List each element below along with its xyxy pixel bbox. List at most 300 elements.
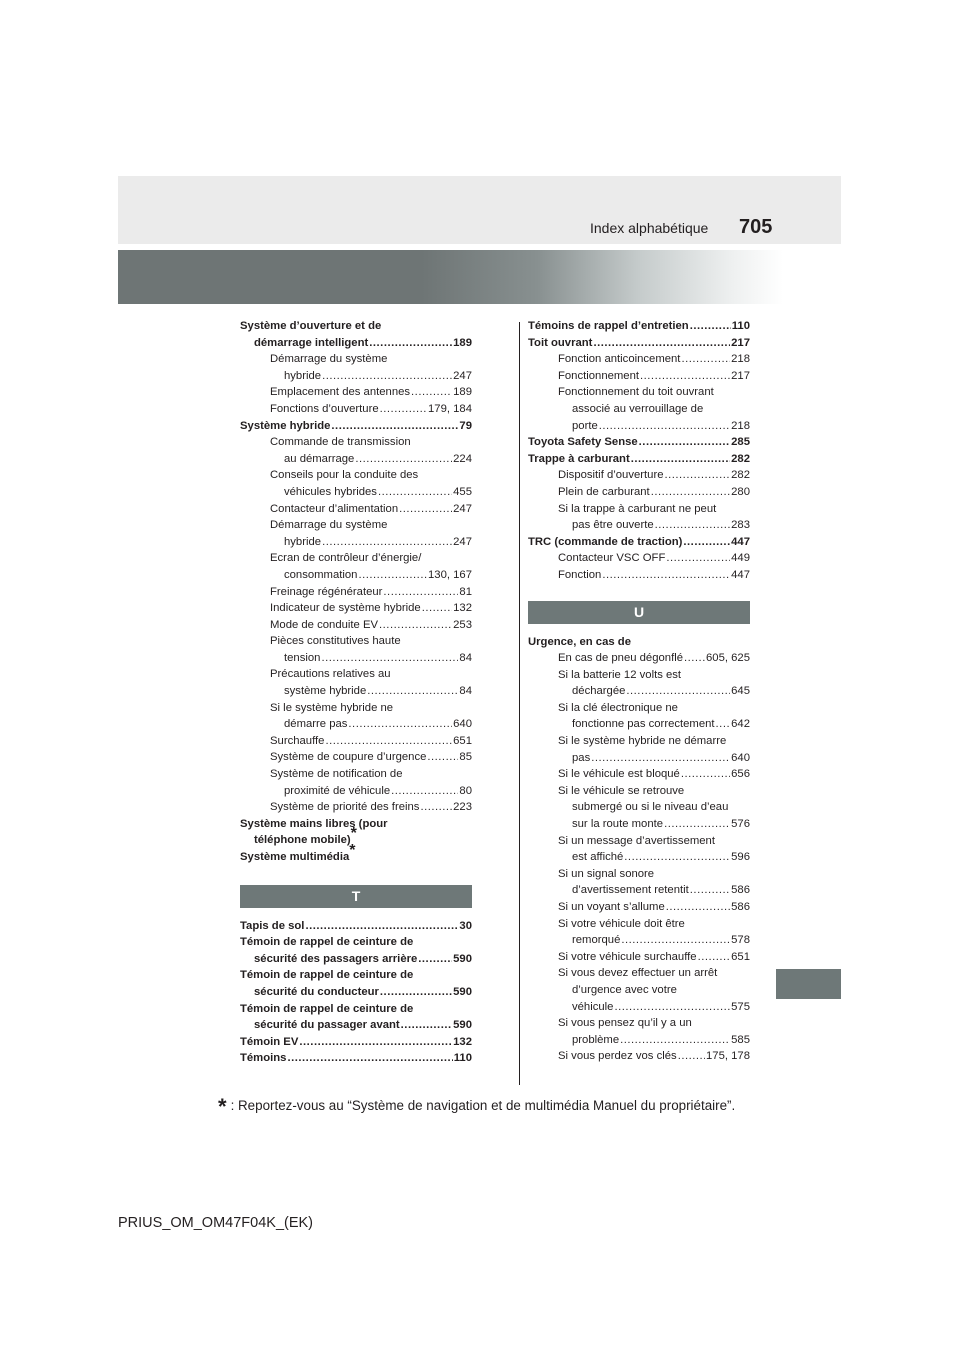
- index-entry: [528, 501, 750, 534]
- page-reference: 110: [453, 1052, 472, 1065]
- entry-line-with-page: [240, 1034, 472, 1051]
- dot-leader: [380, 401, 427, 418]
- entry-text: fonctionne pas correctement: [572, 718, 715, 731]
- entry-line-with-page: [270, 749, 472, 766]
- page-reference: 110: [731, 320, 750, 332]
- entry-line: [240, 934, 472, 951]
- dot-leader: [614, 999, 730, 1016]
- entry-text: En cas de pneu dégonflé: [558, 652, 683, 665]
- entry-text: Pièces constitutives haute: [270, 635, 401, 648]
- entry-line: [558, 965, 750, 982]
- dot-leader: [427, 749, 458, 766]
- entry-text: Démarrage du système: [270, 353, 388, 366]
- index-entry: [528, 384, 750, 434]
- index-entry: [240, 384, 472, 401]
- dot-leader: [624, 849, 730, 866]
- entry-text: porte: [572, 419, 598, 432]
- dot-leader: [664, 816, 730, 833]
- entry-text: Contacteur d’alimentation: [270, 502, 399, 515]
- index-entry: [240, 1050, 472, 1067]
- index-entry: [240, 700, 472, 733]
- entry-line-with-page: [270, 783, 472, 800]
- entry-text: Si le véhicule est bloqué: [558, 768, 680, 781]
- page-reference: 447: [731, 535, 750, 548]
- entry-line-with-page: [558, 467, 750, 484]
- page-reference: 132: [453, 1035, 472, 1048]
- left-entries-top: [240, 318, 472, 816]
- entry-line-with-page: [558, 650, 750, 667]
- entry-line-with-page: [270, 384, 472, 401]
- index-entry: [240, 934, 472, 967]
- entry-line-with-page: [558, 683, 750, 700]
- entry-text: Système hybride: [240, 419, 331, 432]
- entry-line-with-page: [270, 484, 472, 501]
- entry-line-with-page: [270, 799, 472, 816]
- page-reference: 586: [731, 884, 750, 897]
- page-reference: 605, 625: [706, 652, 750, 665]
- page-reference: 84: [459, 651, 472, 664]
- index-entry: [240, 318, 472, 351]
- entry-line: [558, 501, 750, 518]
- entry-text: problème: [572, 1033, 620, 1046]
- page-reference: 79: [459, 419, 472, 432]
- entry-text: Si un signal sonore: [558, 867, 655, 880]
- entry-line-with-page: [558, 550, 750, 567]
- page-reference: 282: [731, 452, 750, 465]
- entry-line: [270, 633, 472, 650]
- entry-line-with-page: [558, 484, 750, 501]
- page-reference: 590: [453, 1019, 472, 1032]
- entry-text: associé au verrouillage de: [572, 402, 704, 415]
- entry-text: remorqué: [572, 934, 621, 947]
- entry-text: Système de notification de: [270, 768, 403, 781]
- entry-line: [558, 700, 750, 717]
- entry-line-with-page: [270, 501, 472, 518]
- entry-line: [558, 866, 750, 883]
- entry-line-with-page: [558, 517, 750, 534]
- entry-line: [240, 825, 472, 849]
- page-reference: 590: [453, 985, 472, 998]
- index-entry: [528, 467, 750, 484]
- entry-line-with-page: [528, 318, 750, 335]
- entry-line: [558, 799, 750, 816]
- page-reference: 189: [453, 336, 472, 349]
- index-entry: [240, 617, 472, 634]
- entry-text: Fonction: [558, 568, 602, 581]
- dot-leader: [322, 368, 452, 385]
- index-entry: [528, 916, 750, 949]
- dot-leader: [355, 451, 452, 468]
- entry-line: [558, 401, 750, 418]
- dot-leader: [593, 335, 730, 352]
- entry-text: Fonction anticoincement: [558, 353, 681, 366]
- page-reference: 130, 167: [428, 568, 472, 581]
- entry-line-with-page: [240, 951, 472, 968]
- entry-text: Mode de conduite EV: [270, 618, 379, 631]
- entry-line-with-page: [270, 617, 472, 634]
- entry-line-with-page: [240, 335, 472, 352]
- index-entry: [528, 733, 750, 766]
- dot-leader: [305, 918, 458, 935]
- entry-text: Ecran de contrôleur d’énergie/: [270, 552, 422, 565]
- entry-text: sécurité du conducteur: [254, 985, 379, 998]
- entry-line-with-page: [270, 368, 472, 385]
- dot-leader: [321, 650, 458, 667]
- dot-leader: [411, 384, 452, 401]
- index-entry-multimedia: [240, 842, 472, 866]
- entry-line-with-page: [528, 534, 750, 551]
- dot-leader: [369, 335, 452, 352]
- entry-text: hybride: [284, 535, 322, 548]
- entry-text: véhicules hybrides: [284, 485, 377, 498]
- entry-text: système hybride: [284, 685, 367, 698]
- entry-line: [270, 517, 472, 534]
- entry-text: démarre pas: [284, 718, 348, 731]
- entry-line-with-page: [558, 949, 750, 966]
- index-entry: [528, 368, 750, 385]
- page-reference: 285: [731, 436, 750, 449]
- entry-text: pas: [572, 751, 591, 764]
- dot-leader: [325, 733, 452, 750]
- index-entry: [528, 434, 750, 451]
- right-entries-u: [528, 650, 750, 1065]
- dot-leader: [331, 418, 458, 435]
- dot-leader: [684, 650, 705, 667]
- index-entry: [528, 567, 750, 584]
- dot-leader: [631, 451, 730, 468]
- entry-line-with-page: [558, 716, 750, 733]
- column-divider: [519, 322, 520, 1085]
- page-reference: 247: [453, 369, 472, 382]
- dot-leader: [690, 882, 730, 899]
- dot-leader: [383, 584, 458, 601]
- dot-leader: [399, 501, 452, 518]
- entry-text: sur la route monte: [572, 818, 664, 831]
- entry-text: Si un message d’avertissement: [558, 834, 715, 847]
- index-entry: [528, 550, 750, 567]
- entry-line-with-page: [528, 434, 750, 451]
- entry-line-with-page: [558, 849, 750, 866]
- entry-text: Système de coupure d’urgence: [270, 751, 427, 764]
- page-reference: 596: [731, 851, 750, 864]
- entry-text: Si le système hybride ne: [270, 701, 394, 714]
- entry-line-with-page: [270, 401, 472, 418]
- footnote: [218, 1094, 735, 1120]
- entry-line-with-page: [240, 1017, 472, 1034]
- page-reference: 247: [453, 535, 472, 548]
- right-entries-top: [528, 318, 750, 584]
- dot-leader: [599, 418, 730, 435]
- entry-line-with-page: [558, 351, 750, 368]
- entry-line: [558, 667, 750, 684]
- index-entry: [528, 451, 750, 468]
- entry-line-with-page: [270, 600, 472, 617]
- index-entry-mains-libres: [240, 816, 472, 849]
- entry-line-with-page: [240, 1050, 472, 1067]
- dot-leader: [651, 484, 730, 501]
- entry-line-with-page: [558, 899, 750, 916]
- page-reference: 80: [459, 784, 472, 797]
- index-entry: [240, 600, 472, 617]
- page-reference: 179, 184: [428, 402, 472, 415]
- dot-leader: [348, 716, 452, 733]
- page-reference: 218: [731, 419, 750, 432]
- entry-text: Freinage régénérateur: [270, 585, 383, 598]
- document-id: PRIUS_OM_OM47F04K_(EK): [118, 1215, 314, 1231]
- index-entry: [240, 434, 472, 467]
- page-reference: 578: [731, 934, 750, 947]
- entry-text: proximité de véhicule: [284, 784, 391, 797]
- index-entry: [528, 899, 750, 916]
- entry-text: Si la clé électronique ne: [558, 701, 678, 714]
- dot-leader: [378, 484, 452, 501]
- entry-text: Si la trappe à carburant ne peut: [558, 502, 717, 515]
- entry-text: Surchauffe: [270, 734, 325, 747]
- index-entry: [240, 401, 472, 418]
- entry-line: [270, 550, 472, 567]
- entry-line-with-page: [270, 683, 472, 700]
- page-reference: 449: [731, 552, 750, 565]
- dot-leader: [626, 683, 730, 700]
- index-entry: [240, 517, 472, 550]
- entry-text: Témoin de rappel de ceinture de: [240, 969, 414, 982]
- index-entry: [528, 484, 750, 501]
- dot-leader: [391, 783, 458, 800]
- dot-leader: [420, 799, 452, 816]
- page-reference: 85: [459, 751, 472, 764]
- entry-line-with-page: [558, 816, 750, 833]
- entry-text: Fonctionnement: [558, 369, 640, 382]
- entry-line-with-page: [558, 567, 750, 584]
- entry-line-with-page: [270, 451, 472, 468]
- dot-leader: [681, 351, 730, 368]
- entry-text: Démarrage du système: [270, 519, 388, 532]
- index-entry: [240, 733, 472, 750]
- entry-text: véhicule: [572, 1000, 614, 1013]
- page-reference: 645: [731, 685, 750, 698]
- dot-leader: [681, 766, 730, 783]
- index-entry: [528, 949, 750, 966]
- index-entry: [528, 783, 750, 833]
- entry-line-with-page: [558, 766, 750, 783]
- entry-line-with-page: [558, 1032, 750, 1049]
- dot-leader: [655, 517, 731, 534]
- entry-line: [558, 733, 750, 750]
- index-entry: [240, 766, 472, 799]
- dot-leader: [620, 1032, 730, 1049]
- index-entry: [240, 1034, 472, 1051]
- entry-text: Si le véhicule se retrouve: [558, 784, 685, 797]
- index-entry: [240, 501, 472, 518]
- entry-line-with-page: [558, 999, 750, 1016]
- page-reference: 640: [453, 718, 472, 731]
- entry-text: Tapis de sol: [240, 919, 305, 932]
- index-entry: [528, 1015, 750, 1048]
- dot-leader: [322, 534, 452, 551]
- page-reference: 189: [453, 386, 472, 399]
- asterisk-marker: *: [350, 825, 357, 843]
- entry-line-with-page: [528, 451, 750, 468]
- page-reference: 218: [731, 353, 750, 366]
- page-reference: 283: [731, 519, 750, 532]
- page-reference: 656: [731, 768, 750, 781]
- entry-text: Si votre véhicule surchauffe: [558, 950, 697, 963]
- page-reference: 651: [453, 734, 472, 747]
- dot-leader: [666, 550, 730, 567]
- entry-text: sécurité du passager avant: [254, 1019, 400, 1032]
- entry-text: Témoin de rappel de ceinture de: [240, 1002, 414, 1015]
- entry-line: [240, 967, 472, 984]
- page-reference: 282: [731, 469, 750, 482]
- entry-text: démarrage intelligent: [254, 336, 369, 349]
- entry-line-with-page: [558, 750, 750, 767]
- entry-text: tension: [284, 651, 321, 664]
- entry-line: [270, 467, 472, 484]
- section-letter-t: T: [240, 885, 472, 908]
- page-reference: 586: [731, 901, 750, 913]
- entry-text: Si un voyant s’allume: [558, 901, 665, 913]
- entry-text: Trappe à carburant: [528, 452, 630, 465]
- entry-text: Si votre véhicule doit être: [558, 917, 685, 930]
- dot-leader: [287, 1050, 452, 1067]
- entry-line: [240, 1001, 472, 1018]
- entry-line: [270, 666, 472, 683]
- entry-text: Si vous devez effectuer un arrêt: [558, 967, 718, 980]
- index-entry: [528, 534, 750, 551]
- entry-text: Si le système hybride ne démarre: [558, 735, 727, 748]
- entry-line-with-page: [240, 984, 472, 1001]
- entry-line: Système mains libres (pour: [240, 817, 388, 830]
- page-reference: 585: [731, 1033, 750, 1046]
- right-column: [528, 318, 750, 1065]
- page-reference: 640: [731, 751, 750, 764]
- page-reference: 132: [453, 602, 472, 615]
- page-reference: 81: [459, 585, 472, 598]
- dot-leader: [602, 567, 730, 584]
- index-entry: [528, 351, 750, 368]
- entry-line: [558, 1015, 750, 1032]
- decorative-gradient-bar: [118, 250, 841, 304]
- dot-leader: [367, 683, 458, 700]
- dot-leader: [683, 534, 730, 551]
- entry-line: [270, 766, 472, 783]
- entry-text: Système de priorité des freins: [270, 801, 420, 814]
- entry-text: Fonctions d’ouverture: [270, 402, 379, 415]
- dot-leader: [422, 600, 452, 617]
- entry-text: submergé ou si le niveau d’eau: [572, 801, 729, 814]
- entry-text: Si la batterie 12 volts est: [558, 668, 682, 681]
- page-reference: 247: [453, 502, 472, 515]
- dot-leader: [358, 567, 427, 584]
- entry-text: Commande de transmission: [270, 436, 411, 449]
- dot-leader: [380, 984, 452, 1001]
- page-reference: 217: [731, 336, 750, 349]
- entry-line-with-page: [270, 534, 472, 551]
- entry-line: [558, 384, 750, 401]
- index-entry: [528, 318, 750, 335]
- entry-text: Si vous perdez vos clés: [558, 1050, 677, 1063]
- asterisk-marker: *: [218, 1094, 227, 1119]
- entry-line: [558, 833, 750, 850]
- header-band: [118, 176, 841, 244]
- entry-line-with-page: [240, 418, 472, 435]
- dot-leader: [401, 1017, 452, 1034]
- dot-leader: [418, 951, 452, 968]
- section-letter-u: U: [528, 601, 750, 624]
- index-entry: [240, 550, 472, 583]
- page-reference: 651: [731, 950, 750, 963]
- entry-text: Indicateur de système hybride: [270, 602, 421, 615]
- entry-line: [270, 434, 472, 451]
- dot-leader: [591, 750, 730, 767]
- index-entry: [240, 1001, 472, 1034]
- index-entry: [240, 918, 472, 935]
- entry-text: Système multimédia: [240, 851, 350, 863]
- entry-line: [270, 351, 472, 368]
- dot-leader: [640, 368, 730, 385]
- page-number: 705: [739, 216, 773, 238]
- index-entry: [528, 1048, 750, 1065]
- index-entry: [528, 700, 750, 733]
- index-entry: [240, 418, 472, 435]
- entry-line: [558, 982, 750, 999]
- section-title: Index alphabétique: [590, 220, 709, 236]
- page-reference: 175, 178: [706, 1050, 750, 1063]
- index-entry: [240, 666, 472, 699]
- entry-text: Emplacement des antennes: [270, 386, 411, 399]
- page-reference: 223: [453, 801, 472, 814]
- entry-text: Témoins: [240, 1052, 287, 1065]
- dot-leader: [639, 434, 730, 451]
- entry-text: pas être ouverte: [572, 519, 654, 532]
- entry-text: Système d’ouverture et de: [240, 320, 382, 332]
- entry-line-with-page: [270, 584, 472, 601]
- footnote-text: : Reportez-vous au “Système de navigation et de multimédia Manuel du propriétaire”.: [230, 1098, 736, 1113]
- entry-line-with-page: [558, 1048, 750, 1065]
- entry-line: [558, 916, 750, 933]
- entry-text: Plein de carburant: [558, 485, 650, 498]
- page-reference: 576: [731, 818, 750, 831]
- entry-text: téléphone mobile): [254, 834, 351, 847]
- index-entry: [528, 335, 750, 352]
- dot-leader: [379, 617, 452, 634]
- entry-text: TRC (commande de traction): [528, 535, 683, 548]
- index-entry: [240, 351, 472, 384]
- entry-text: consommation: [284, 568, 358, 581]
- entry-line-with-page: [240, 918, 472, 935]
- page-reference: 253: [453, 618, 472, 631]
- entry-line: [270, 700, 472, 717]
- urgence-heading: Urgence, en cas de: [528, 635, 631, 648]
- entry-text: déchargée: [572, 685, 626, 698]
- chapter-side-tab: [776, 969, 841, 999]
- entry-line-with-page: [558, 368, 750, 385]
- entry-text: Conseils pour la conduite des: [270, 469, 419, 482]
- dot-leader: [678, 1048, 705, 1065]
- index-entry: [528, 650, 750, 667]
- dot-leader: [664, 467, 730, 484]
- entry-line: [240, 318, 472, 335]
- entry-text: Témoin EV: [240, 1035, 299, 1048]
- dot-leader: [690, 318, 731, 335]
- dot-leader: [666, 899, 730, 916]
- left-column: [240, 318, 472, 1067]
- entry-line: [558, 783, 750, 800]
- entry-text: Fonctionnement du toit ouvrant: [558, 386, 714, 399]
- index-entry: [240, 799, 472, 816]
- page-reference: 84: [459, 685, 472, 698]
- dot-leader: [716, 716, 731, 733]
